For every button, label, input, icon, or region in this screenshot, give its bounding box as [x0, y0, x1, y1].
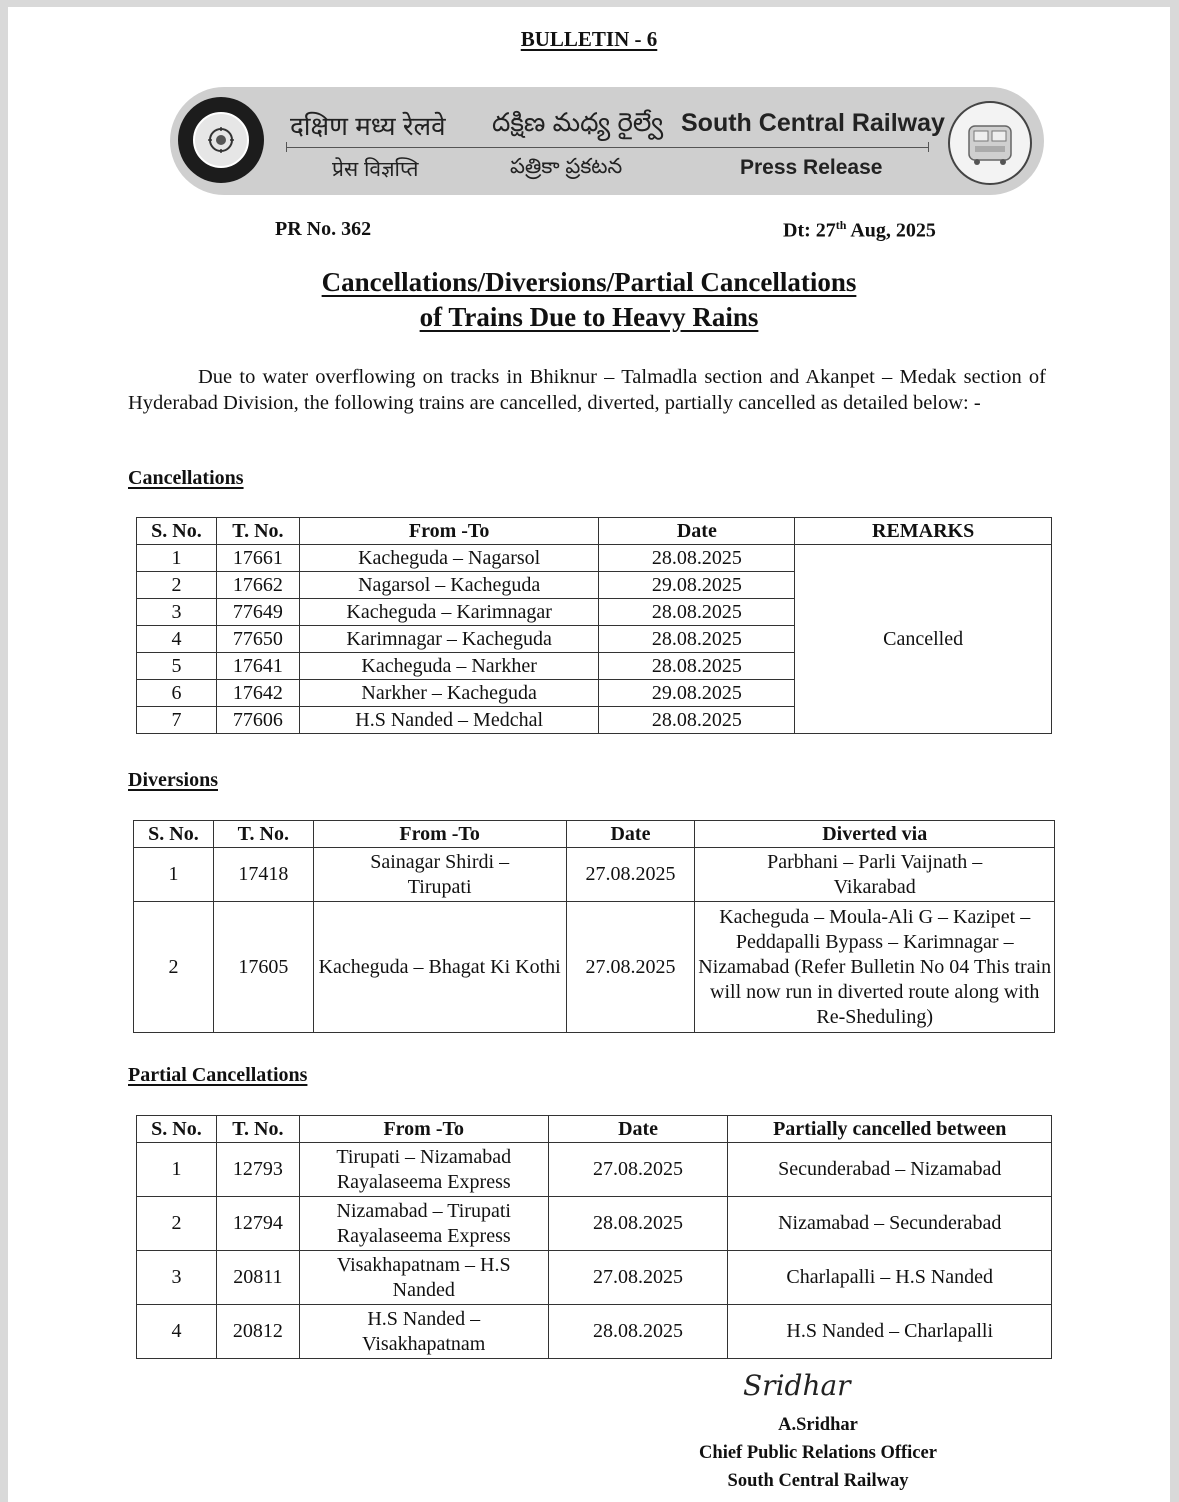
page-title-line-1: Cancellations/Diversions/Partial Cancellations — [321, 267, 857, 297]
train-number: 12794 — [216, 1197, 299, 1251]
serial-number: 2 — [137, 1197, 217, 1251]
table-row — [137, 1197, 1052, 1251]
serial-number: 2 — [137, 572, 217, 599]
column-header: S. No. — [137, 1116, 217, 1143]
train-number: 17641 — [216, 653, 299, 680]
travel-date: 28.08.2025 — [599, 707, 795, 734]
train-number: 17418 — [213, 848, 313, 902]
travel-date: 27.08.2025 — [548, 1251, 728, 1305]
column-header: T. No. — [216, 1116, 299, 1143]
route: Nagarsol – Kacheguda — [299, 572, 599, 599]
serial-number: 4 — [137, 1305, 217, 1359]
serial-number: 3 — [137, 599, 217, 626]
table-header-row — [134, 821, 1055, 848]
train-number: 12793 — [216, 1143, 299, 1197]
table-row — [137, 545, 1052, 572]
diversions-table — [133, 820, 1055, 1033]
header-hindi-name: दक्षिण मध्य रेलवे — [290, 111, 446, 141]
partial-cancellations-heading: Partial Cancellations — [128, 1064, 308, 1086]
intro-paragraph: Due to water overflowing on tracks in Bhiknur – Talmadla section and Akanpet – Medak section of Hyderabad Division, the following trains are cancelled, diverted, partially cancelled as detailed below: - — [128, 366, 1046, 414]
cancellations-table — [136, 517, 1052, 734]
header-divider — [286, 147, 928, 148]
signature-scribble: Sridhar — [743, 1369, 851, 1402]
route: Kacheguda – Karimnagar — [299, 599, 599, 626]
column-header: Partially cancelled between — [728, 1116, 1052, 1143]
indian-railways-emblem-icon — [178, 97, 264, 183]
train-number: 17605 — [213, 902, 313, 1033]
header-divider-tick-right — [928, 142, 929, 152]
train-number: 17661 — [216, 545, 299, 572]
travel-date: 28.08.2025 — [548, 1197, 728, 1251]
table-row — [137, 1251, 1052, 1305]
travel-date: 28.08.2025 — [548, 1305, 728, 1359]
serial-number: 7 — [137, 707, 217, 734]
diverted-via: Parbhani – Parli Vaijnath – Vikarabad — [695, 848, 1055, 902]
diversions-heading: Diversions — [128, 769, 218, 791]
column-header: From -To — [313, 821, 566, 848]
table-header-row — [137, 1116, 1052, 1143]
signatory-designation: Chief Public Relations Officer — [699, 1443, 937, 1463]
press-release-date: Dt: 27th Aug, 2025 — [783, 218, 936, 242]
table-row — [137, 1305, 1052, 1359]
train-number: 77649 — [216, 599, 299, 626]
route: Tirupati – Nizamabad Rayalaseema Express — [299, 1143, 548, 1197]
route: Sainagar Shirdi – Tirupati — [313, 848, 566, 902]
serial-number: 1 — [134, 848, 214, 902]
table-row — [134, 848, 1055, 902]
column-header: REMARKS — [795, 518, 1052, 545]
header-hindi-sub: प्रेस विज्ञप्ति — [332, 158, 419, 181]
table-header-row — [137, 518, 1052, 545]
route: H.S Nanded – Visakhapatnam — [299, 1305, 548, 1359]
train-number: 20811 — [216, 1251, 299, 1305]
column-header: From -To — [299, 1116, 548, 1143]
table-row — [137, 1143, 1052, 1197]
column-header: S. No. — [137, 518, 217, 545]
route: Nizamabad – Tirupati Rayalaseema Express — [299, 1197, 548, 1251]
column-header: T. No. — [213, 821, 313, 848]
serial-number: 2 — [134, 902, 214, 1033]
travel-date: 27.08.2025 — [548, 1143, 728, 1197]
travel-date: 28.08.2025 — [599, 545, 795, 572]
train-locomotive-icon — [948, 101, 1032, 185]
column-header: Diverted via — [695, 821, 1055, 848]
travel-date: 28.08.2025 — [599, 626, 795, 653]
serial-number: 1 — [137, 1143, 217, 1197]
travel-date: 27.08.2025 — [566, 902, 695, 1033]
partially-cancelled-between: Charlapalli – H.S Nanded — [728, 1251, 1052, 1305]
train-number: 77650 — [216, 626, 299, 653]
route: Visakhapatnam – H.S Nanded — [299, 1251, 548, 1305]
route: Karimnagar – Kacheguda — [299, 626, 599, 653]
travel-date: 28.08.2025 — [599, 599, 795, 626]
header-telugu-name: దక్షిణ మధ్య రైల్వే — [492, 107, 664, 137]
train-number: 17642 — [216, 680, 299, 707]
cancellations-heading: Cancellations — [128, 467, 244, 489]
press-release-page — [8, 7, 1170, 1502]
header-english-sub: Press Release — [740, 156, 883, 179]
column-header: Date — [548, 1116, 728, 1143]
remarks-cancelled: Cancelled — [795, 545, 1052, 734]
travel-date: 29.08.2025 — [599, 572, 795, 599]
page-title-line-2: of Trains Due to Heavy Rains — [419, 302, 759, 332]
train-number: 17662 — [216, 572, 299, 599]
train-number: 77606 — [216, 707, 299, 734]
bulletin-number: BULLETIN - 6 — [520, 27, 658, 51]
serial-number: 1 — [137, 545, 217, 572]
route: Kacheguda – Bhagat Ki Kothi — [313, 902, 566, 1033]
signatory-organization: South Central Railway — [727, 1471, 909, 1491]
travel-date: 29.08.2025 — [599, 680, 795, 707]
route: Kacheguda – Nagarsol — [299, 545, 599, 572]
travel-date: 27.08.2025 — [566, 848, 695, 902]
travel-date: 28.08.2025 — [599, 653, 795, 680]
serial-number: 4 — [137, 626, 217, 653]
header-telugu-sub: పత్రికా ప్రకటన — [510, 155, 623, 178]
route: H.S Nanded – Medchal — [299, 707, 599, 734]
serial-number: 3 — [137, 1251, 217, 1305]
press-release-number: PR No. 362 — [275, 218, 372, 240]
serial-number: 6 — [137, 680, 217, 707]
route: Narkher – Kacheguda — [299, 680, 599, 707]
partially-cancelled-between: Secunderabad – Nizamabad — [728, 1143, 1052, 1197]
column-header: T. No. — [216, 518, 299, 545]
column-header: From -To — [299, 518, 599, 545]
train-number: 20812 — [216, 1305, 299, 1359]
partial-cancellations-table — [136, 1115, 1052, 1359]
signature-block — [648, 1411, 988, 1495]
diverted-via: Kacheguda – Moula-Ali G – Kazipet – Peddapalli Bypass – Karimnagar – Nizamabad (Refer Bulletin No 04 This train will now run in diverted route along with Re-Sheduling) — [695, 902, 1055, 1033]
table-row — [134, 902, 1055, 1033]
route: Kacheguda – Narkher — [299, 653, 599, 680]
partially-cancelled-between: H.S Nanded – Charlapalli — [728, 1305, 1052, 1359]
header-english-name: South Central Railway — [681, 109, 945, 137]
column-header: Date — [566, 821, 695, 848]
partially-cancelled-between: Nizamabad – Secunderabad — [728, 1197, 1052, 1251]
column-header: S. No. — [134, 821, 214, 848]
signatory-name: A.Sridhar — [778, 1415, 858, 1435]
column-header: Date — [599, 518, 795, 545]
header-divider-tick-left — [286, 142, 287, 152]
serial-number: 5 — [137, 653, 217, 680]
